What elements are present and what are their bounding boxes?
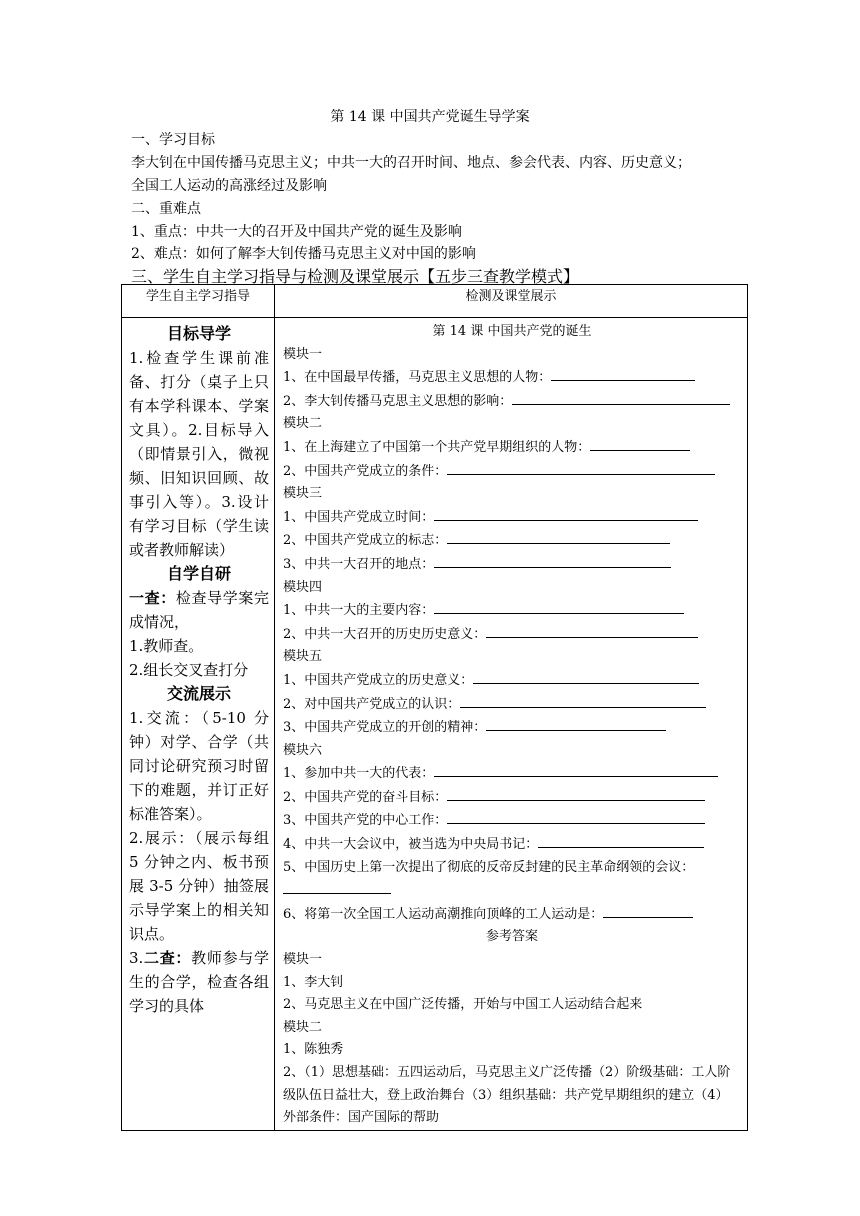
second-check-num: 3. — [129, 949, 144, 967]
question-item: 6、将第一次全国工人运动高潮推向顶峰的工人运动是： — [283, 903, 741, 927]
answer-blank[interactable] — [434, 506, 698, 521]
first-check-desc: 检查导学案完成情况， — [129, 589, 269, 631]
study-table — [121, 284, 748, 1131]
answer-blank[interactable] — [460, 693, 706, 708]
question-item: 1、中共一大的主要内容： — [283, 599, 741, 623]
second-check-text — [129, 946, 269, 1018]
exchange-text: 1.交流：（5-10 分钟）对学、合学（共同讨论研究预习时留下的难题，并订正好标准答案）。 — [129, 709, 269, 823]
question-item: 2、中国共产党成立的条件： — [283, 460, 741, 484]
lesson-title: 第 14 课 中国共产党的诞生 — [432, 324, 592, 339]
answer-blank[interactable] — [551, 366, 695, 381]
present-text: 2.展示：（展示每组 5 分钟之内、板书预展 3-5 分钟）抽签展示导学案上的相关知识点。 — [129, 829, 269, 943]
heading-self-study: 自学自研 — [166, 564, 231, 583]
goal-guide-text: 1.检查学生课前准备、打分（桌子上只有本学科课本、学案文具）。2.目标导入（即情景引入，微视频、旧知识回顾、故事引入等）。3.设计有学习目标（学生读或者教师解读） — [129, 349, 269, 559]
heading-goal-guide: 目标导学 — [166, 324, 231, 343]
answer-line: 2、马克思主义在中国广泛传播，开始与中国工人运动结合起来 — [283, 997, 643, 1013]
answer-blank[interactable] — [512, 390, 730, 405]
second-check-label: 二查： — [143, 949, 192, 967]
question-item: 2、中共一大召开的历史历史意义： — [283, 623, 741, 647]
heading-exchange: 交流展示 — [166, 684, 231, 703]
goal-line-1: 李大钊在中国传播马克思主义；中共一大的召开时间、地点、参会代表、内容、历史意义； — [131, 155, 691, 171]
answer-blank[interactable] — [447, 786, 705, 801]
section-learning-goals: 一、学习目标 — [131, 132, 215, 148]
question-item: 4、中共一大会议中，被当选为中央局书记： — [283, 833, 741, 857]
question-item: 2、中国共产党的奋斗目标： — [283, 786, 741, 810]
answer-blank[interactable] — [447, 809, 705, 824]
answer-blank[interactable] — [447, 529, 670, 544]
answer-line: 1、陈独秀 — [283, 1042, 344, 1058]
question-item: 2、对中国共产党成立的认识： — [283, 693, 741, 717]
module-4-heading: 模块四 — [283, 579, 323, 595]
answer-module-1-heading: 模块一 — [283, 952, 323, 968]
answer-blank[interactable] — [473, 669, 699, 684]
module-6-heading: 模块六 — [283, 742, 323, 758]
answer-blank[interactable] — [486, 716, 666, 731]
answer-blank[interactable] — [486, 623, 698, 638]
question-item: 3、中国共产党成立的开创的精神： — [283, 716, 741, 740]
question-item: 3、中国共产党的中心工作： — [283, 809, 741, 833]
answer-blank[interactable] — [283, 879, 391, 894]
key-point-2: 2、难点：如何了解李大钊传播马克思主义对中国的影响 — [131, 246, 476, 262]
question-item: 2、中国共产党成立的标志： — [283, 529, 741, 553]
question-item: 1、参加中共一大的代表： — [283, 762, 741, 786]
leader-cross-check: 2.组长交叉查打分 — [129, 661, 249, 679]
answer-blank[interactable] — [447, 460, 715, 475]
header-right: 检测及课堂展示 — [275, 285, 748, 318]
answer-blank[interactable] — [434, 553, 671, 568]
answer-line: 2、（1）思想基础：五四运动后，马克思主义广泛传播（2）阶级基础：工人阶级队伍日益壮大，登上政治舞台（3）组织基础：共产党早期组织的建立（4）外部条件：国产国际的帮助 — [283, 1065, 731, 1126]
answer-blank[interactable] — [434, 599, 684, 614]
document-title: 第 14 课 中国共产党诞生导学案 — [330, 109, 530, 125]
question-item: 1、中国共产党成立时间： — [283, 506, 741, 530]
answer-blank[interactable] — [603, 903, 693, 918]
first-check-text — [129, 586, 269, 634]
question-item: 2、李大钊传播马克思主义思想的影响： — [283, 390, 741, 414]
first-check-label: 一查： — [129, 589, 176, 607]
question-item: 3、中共一大召开的地点： — [283, 553, 741, 577]
answer-blank[interactable] — [538, 833, 704, 848]
module-1-heading: 模块一 — [283, 346, 323, 362]
answer-blank[interactable] — [590, 436, 690, 451]
answer-blank[interactable] — [434, 762, 718, 777]
module-5-heading: 模块五 — [283, 649, 323, 665]
module-2-heading: 模块二 — [283, 416, 323, 432]
guidance-column — [122, 318, 275, 1131]
section-key-points: 二、重难点 — [131, 201, 201, 217]
module-3-heading: 模块三 — [283, 486, 323, 502]
exercise-column — [275, 318, 748, 1131]
question-item: 1、中国共产党成立的历史意义： — [283, 669, 741, 693]
answer-module-2-heading: 模块二 — [283, 1019, 323, 1035]
second-check-desc: 教师参与学生的合学，检查各组学习的具体 — [129, 949, 269, 1015]
question-item: 1、在上海建立了中国第一个共产党早期组织的人物： — [283, 436, 741, 460]
goal-line-2: 全国工人运动的高涨经过及影响 — [131, 178, 327, 194]
header-left: 学生自主学习指导 — [122, 285, 275, 318]
question-item: 1、在中国最早传播，马克思主义思想的人物： — [283, 366, 741, 390]
key-point-1: 1、重点：中共一大的召开及中国共产党的诞生及影响 — [131, 224, 462, 240]
section-guidance: 三、学生自主学习指导与检测及课堂展示【五步三查教学模式】 — [131, 267, 580, 286]
question-item: 5、中国历史上第一次提出了彻底的反帝反封建的民主革命纲领的会议： — [283, 857, 741, 903]
teacher-check: 1.教师查。 — [129, 637, 204, 655]
answers-title: 参考答案 — [485, 929, 538, 945]
answer-line: 1、李大钊 — [283, 974, 344, 990]
